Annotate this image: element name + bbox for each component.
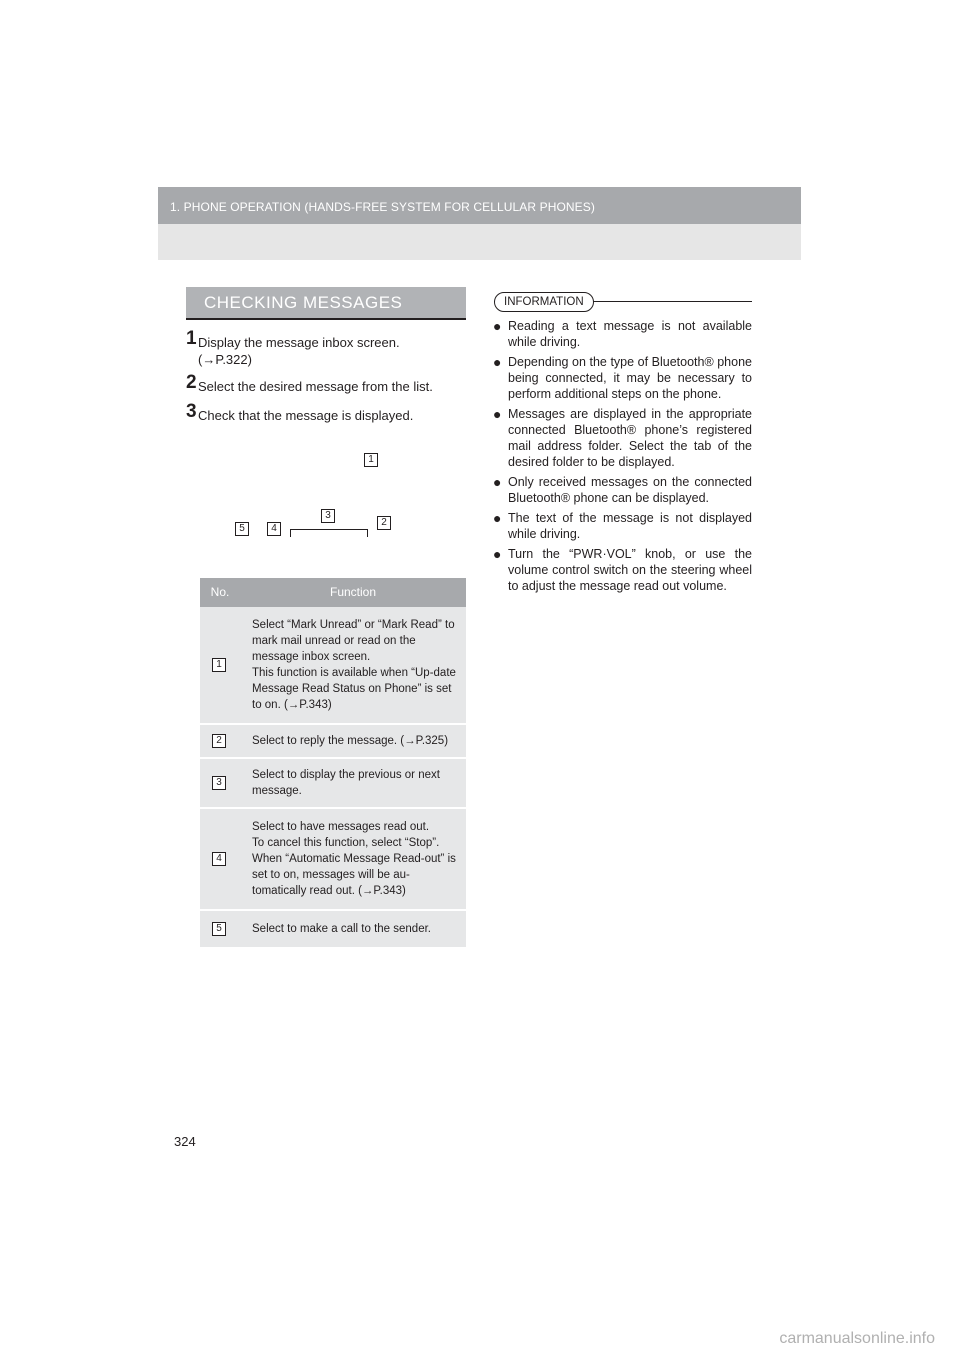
function-line: Select to have messages read out. <box>252 821 430 833</box>
row-number-box: 5 <box>212 922 226 936</box>
callout-4: 4 <box>267 522 281 536</box>
list-item <box>494 546 752 594</box>
table-row <box>200 809 466 911</box>
step-text: Check that the message is displayed. <box>198 408 414 423</box>
chapter-title: 1. PHONE OPERATION (HANDS-FREE SYSTEM FOR CELLULAR PHONES) <box>170 200 595 214</box>
bullet-text: Depending on the type of Bluetooth® phone being connected, it may be necessary to perform additional steps on the phone. <box>508 355 752 401</box>
bullet-icon: ● <box>493 510 502 526</box>
function-line: Select to display the previous or next message. <box>252 769 440 797</box>
table-row <box>200 607 466 725</box>
table-row <box>200 759 466 809</box>
bullet-text: Messages are displayed in the appropriate connected Bluetooth® phone’s registered mail address folder. Select the tab of the desired folder to be displayed. <box>508 407 752 469</box>
row-number-box: 2 <box>212 734 226 748</box>
callout-5: 5 <box>235 522 249 536</box>
step-1 <box>186 328 468 368</box>
section-title-rule <box>186 318 466 320</box>
callout-2: 2 <box>377 516 391 530</box>
bullet-icon: ● <box>493 546 502 562</box>
step-number: 2 <box>186 372 197 393</box>
step-reference: (→P.322) <box>198 352 252 367</box>
list-item <box>494 510 752 542</box>
table-header <box>200 578 466 607</box>
row-number <box>200 725 240 757</box>
list-item <box>494 406 752 470</box>
row-function <box>252 911 466 947</box>
row-number <box>200 809 240 909</box>
row-number-box: 1 <box>212 658 226 672</box>
section-title-bar <box>186 287 466 318</box>
bullet-text: Turn the “PWR·VOL” knob, or use the volume control switch on the steering wheel to adjust the message read out volume. <box>508 547 752 593</box>
list-item <box>494 474 752 506</box>
callout-1: 1 <box>364 453 378 467</box>
bullet-text: Only received messages on the connected Bluetooth® phone can be displayed. <box>508 475 752 505</box>
row-number-box: 3 <box>212 776 226 790</box>
row-function <box>252 759 466 807</box>
row-function <box>252 607 466 723</box>
page-number: 324 <box>174 1134 196 1149</box>
bullet-icon: ● <box>493 318 502 334</box>
chapter-header <box>158 187 801 260</box>
step-number: 1 <box>186 328 197 349</box>
callout-3: 3 <box>321 509 335 523</box>
function-line: To cancel this function, select “Stop”. When “Automatic Message Read-out” is set to on, messages will be au-tomatically read out. (→P.343) <box>252 837 456 897</box>
step-text: Display the message inbox screen. <box>198 335 400 350</box>
header-no: No. <box>210 585 230 599</box>
bullet-icon: ● <box>493 406 502 422</box>
row-function <box>252 809 466 909</box>
step-number: 3 <box>186 401 197 422</box>
step-2 <box>186 372 468 395</box>
callout-3-bracket <box>290 529 368 537</box>
row-number-box: 4 <box>212 852 226 866</box>
list-item <box>494 318 752 350</box>
bullet-icon: ● <box>493 474 502 490</box>
row-number <box>200 759 240 807</box>
row-number <box>200 607 240 723</box>
watermark: carmanualsonline.info <box>779 1330 935 1347</box>
bullet-text: The text of the message is not displayed while driving. <box>508 511 752 541</box>
function-line: This function is available when “Up-date Message Read Status on Phone” is set to on. (→P.343) <box>252 667 456 711</box>
row-function <box>252 725 466 757</box>
information-label: INFORMATION <box>494 292 594 312</box>
table-row <box>200 911 466 949</box>
function-line: Select to make a call to the sender. <box>252 923 431 935</box>
information-list <box>494 318 752 598</box>
bullet-icon: ● <box>493 354 502 370</box>
row-number <box>200 911 240 947</box>
function-line: Select to reply the message. (→P.325) <box>252 735 449 747</box>
function-table <box>200 578 466 949</box>
step-3 <box>186 401 468 424</box>
section-title: CHECKING MESSAGES <box>204 293 403 312</box>
list-item <box>494 354 752 402</box>
chapter-header-bar <box>158 187 801 224</box>
table-row <box>200 725 466 759</box>
bullet-text: Reading a text message is not available while driving. <box>508 319 752 349</box>
step-text: Select the desired message from the list. <box>198 379 433 394</box>
header-function: Function <box>329 585 377 599</box>
function-line: Select “Mark Unread” or “Mark Read” to mark mail unread or read on the message inbox screen. <box>252 619 455 663</box>
